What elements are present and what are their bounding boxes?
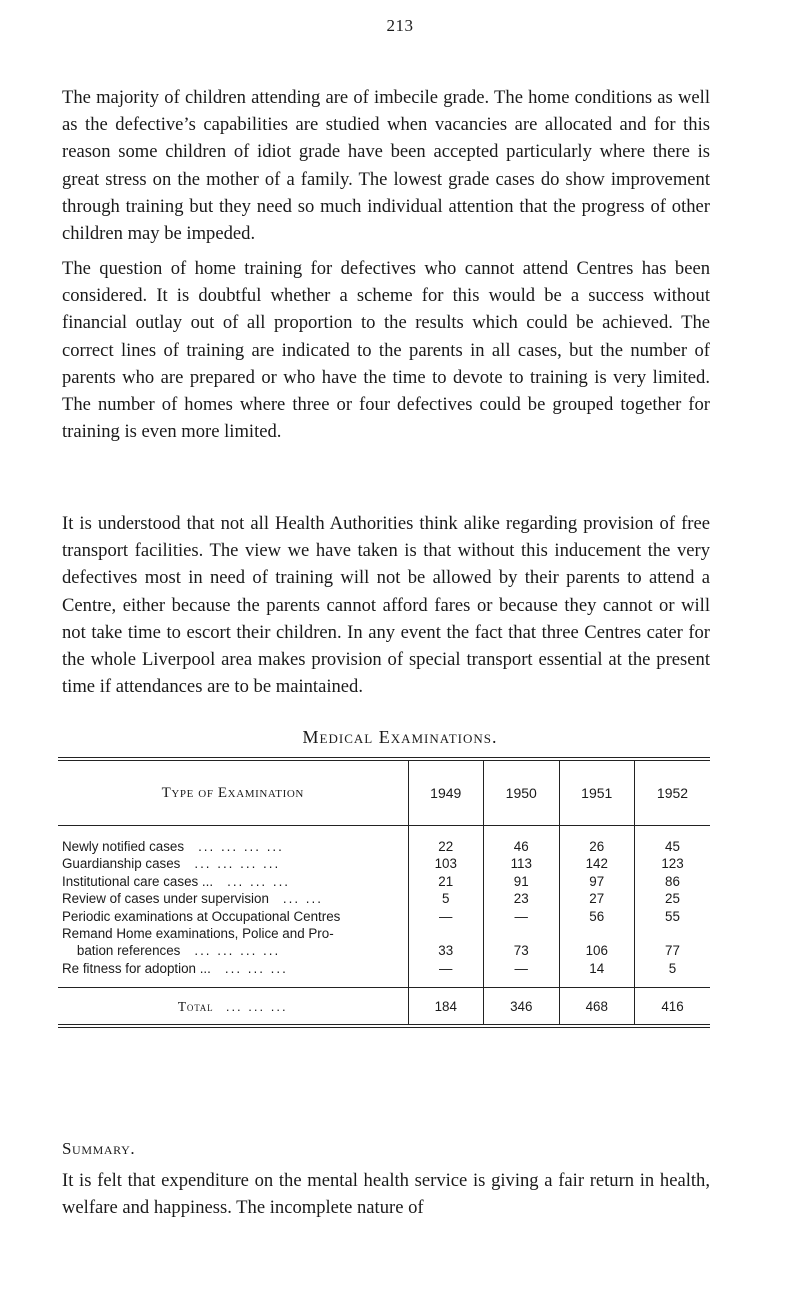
- header-year-1952: 1952: [635, 761, 711, 826]
- cell-1949: 21: [408, 873, 484, 890]
- table-header-row: [58, 761, 710, 826]
- row-leader-dots: ... ... ... ...: [194, 856, 281, 872]
- row-label: Institutional care cases ...: [62, 873, 214, 889]
- paragraph-summary: It is felt that expenditure on the mental health service is giving a fair return in health, welfare and happiness. The incomplete nature of: [62, 1170, 710, 1219]
- table-total-row: [58, 988, 710, 1025]
- table-top-rule: [58, 757, 710, 758]
- table-bottom-rule: [58, 1027, 710, 1028]
- row-leader-dots: ... ... ...: [224, 960, 288, 976]
- cell-1950: 46: [484, 826, 560, 856]
- table-row: [58, 890, 710, 907]
- cell-1952: 5: [635, 960, 711, 988]
- row-label: Guardianship cases: [62, 856, 181, 872]
- row-label-cell: [58, 942, 408, 959]
- row-label: bation references: [62, 943, 181, 959]
- cell-1950: 23: [484, 890, 560, 907]
- row-label-cell: [58, 855, 408, 872]
- table-row: [58, 960, 710, 988]
- cell-1950: 73: [484, 942, 560, 959]
- cell-1951: 106: [559, 942, 635, 959]
- examinations-table: [58, 761, 710, 1025]
- cell-1951: 56: [559, 908, 635, 925]
- cell-1952: 45: [635, 826, 711, 856]
- row-leader-dots: ... ... ...: [227, 873, 291, 889]
- total-1952: 416: [635, 988, 711, 1025]
- cell-1952: 77: [635, 942, 711, 959]
- row-label-cell: [58, 960, 408, 988]
- row-label: Newly notified cases: [62, 839, 185, 854]
- cell-1950: 113: [484, 855, 560, 872]
- medical-examinations-table: [58, 757, 710, 1028]
- table-row: [58, 908, 710, 925]
- cell-1952: 25: [635, 890, 711, 907]
- row-label: Remand Home examinations, Police and Pro-: [62, 926, 334, 942]
- row-leader-dots: ... ...: [282, 891, 323, 907]
- summary-heading: Summary.: [62, 1139, 136, 1158]
- cell-1949: 22: [408, 826, 484, 856]
- row-leader-dots: ... ... ... ...: [198, 839, 284, 854]
- row-leader-dots: ... ... ... ...: [194, 943, 281, 959]
- total-1950: 346: [484, 988, 560, 1025]
- cell-1950: 91: [484, 873, 560, 890]
- header-year-1951: 1951: [559, 761, 635, 826]
- row-label-cell: [58, 890, 408, 907]
- paragraph-home-training: The question of home training for defectives who cannot attend Centres has been considered. It is doubtful whether a scheme for this would be a success without financial outlay out of all proportion to the results which could be achieved. The correct lines of training are indicated to the parents in all cases, but the number of parents who are prepared or who have the time to devote to training is very limited. The number of homes where three or four defectives could be grouped together for training is even more limited.: [62, 258, 710, 443]
- paragraph-transport: It is understood that not all Health Authorities think alike regarding provision of free transport facilities. The view we have taken is that without this inducement the very defectives most in need of training will not be allowed by their parents to attend a Centre, either because the parents cannot afford fares or because they cannot or will not take time to escort their children. In any event the fact that three Centres cater for the whole Liverpool area makes provision of special transport essential at the present time if attendances are to be maintained.: [62, 513, 710, 698]
- row-leader-dots: [340, 909, 354, 924]
- cell-1951: 142: [559, 855, 635, 872]
- table-row: [58, 925, 710, 942]
- total-dots: ... ... ...: [225, 998, 288, 1014]
- cell-1951: 27: [559, 890, 635, 907]
- cell-1952: 55: [635, 908, 711, 925]
- header-year-1950: 1950: [484, 761, 560, 826]
- cell-1949: —: [408, 908, 484, 925]
- section-heading-medical-examinations: Medical Examinations.: [302, 727, 498, 747]
- total-1949: 184: [408, 988, 484, 1025]
- row-label-cell: [58, 873, 408, 890]
- total-1951: 468: [559, 988, 635, 1025]
- cell-1949: [408, 925, 484, 942]
- table-row: [58, 855, 710, 872]
- total-label-cell: [58, 988, 408, 1025]
- cell-1952: 123: [635, 855, 711, 872]
- cell-1949: —: [408, 960, 484, 988]
- cell-1949: 5: [408, 890, 484, 907]
- total-label: Total: [177, 998, 214, 1014]
- cell-1951: 97: [559, 873, 635, 890]
- cell-1950: —: [484, 908, 560, 925]
- cell-1950: [484, 925, 560, 942]
- cell-1951: 26: [559, 826, 635, 856]
- page-number: 213: [386, 16, 414, 35]
- header-year-1949: 1949: [408, 761, 484, 826]
- row-leader-dots: [334, 926, 348, 941]
- cell-1949: 103: [408, 855, 484, 872]
- cell-1950: —: [484, 960, 560, 988]
- table-row: [58, 826, 710, 856]
- row-label-cell: [58, 925, 408, 942]
- cell-1952: 86: [635, 873, 711, 890]
- cell-1952: [635, 925, 711, 942]
- row-label: Re fitness for adoption ...: [62, 960, 211, 976]
- row-label-cell: [58, 908, 408, 925]
- paragraph-imbecile-grade: The majority of children attending are of imbecile grade. The home conditions as well as the defective’s capabilities are studied when vacancies are allocated and for this reason some children of idiot grade have been accepted particularly where there is great stress on the mother of a family. The lowest grade cases do show improvement through training but they need so much individual attention that the progress of other children may be impeded.: [62, 87, 710, 245]
- row-label: Periodic examinations at Occupational Centres: [62, 908, 341, 924]
- cell-1951: [559, 925, 635, 942]
- row-label: Review of cases under supervision: [62, 891, 269, 907]
- table-row: [58, 873, 710, 890]
- table-row: [58, 942, 710, 959]
- cell-1949: 33: [408, 942, 484, 959]
- row-label-cell: [58, 826, 408, 856]
- header-type-of-examination: Type of Examination: [58, 761, 408, 826]
- cell-1951: 14: [559, 960, 635, 988]
